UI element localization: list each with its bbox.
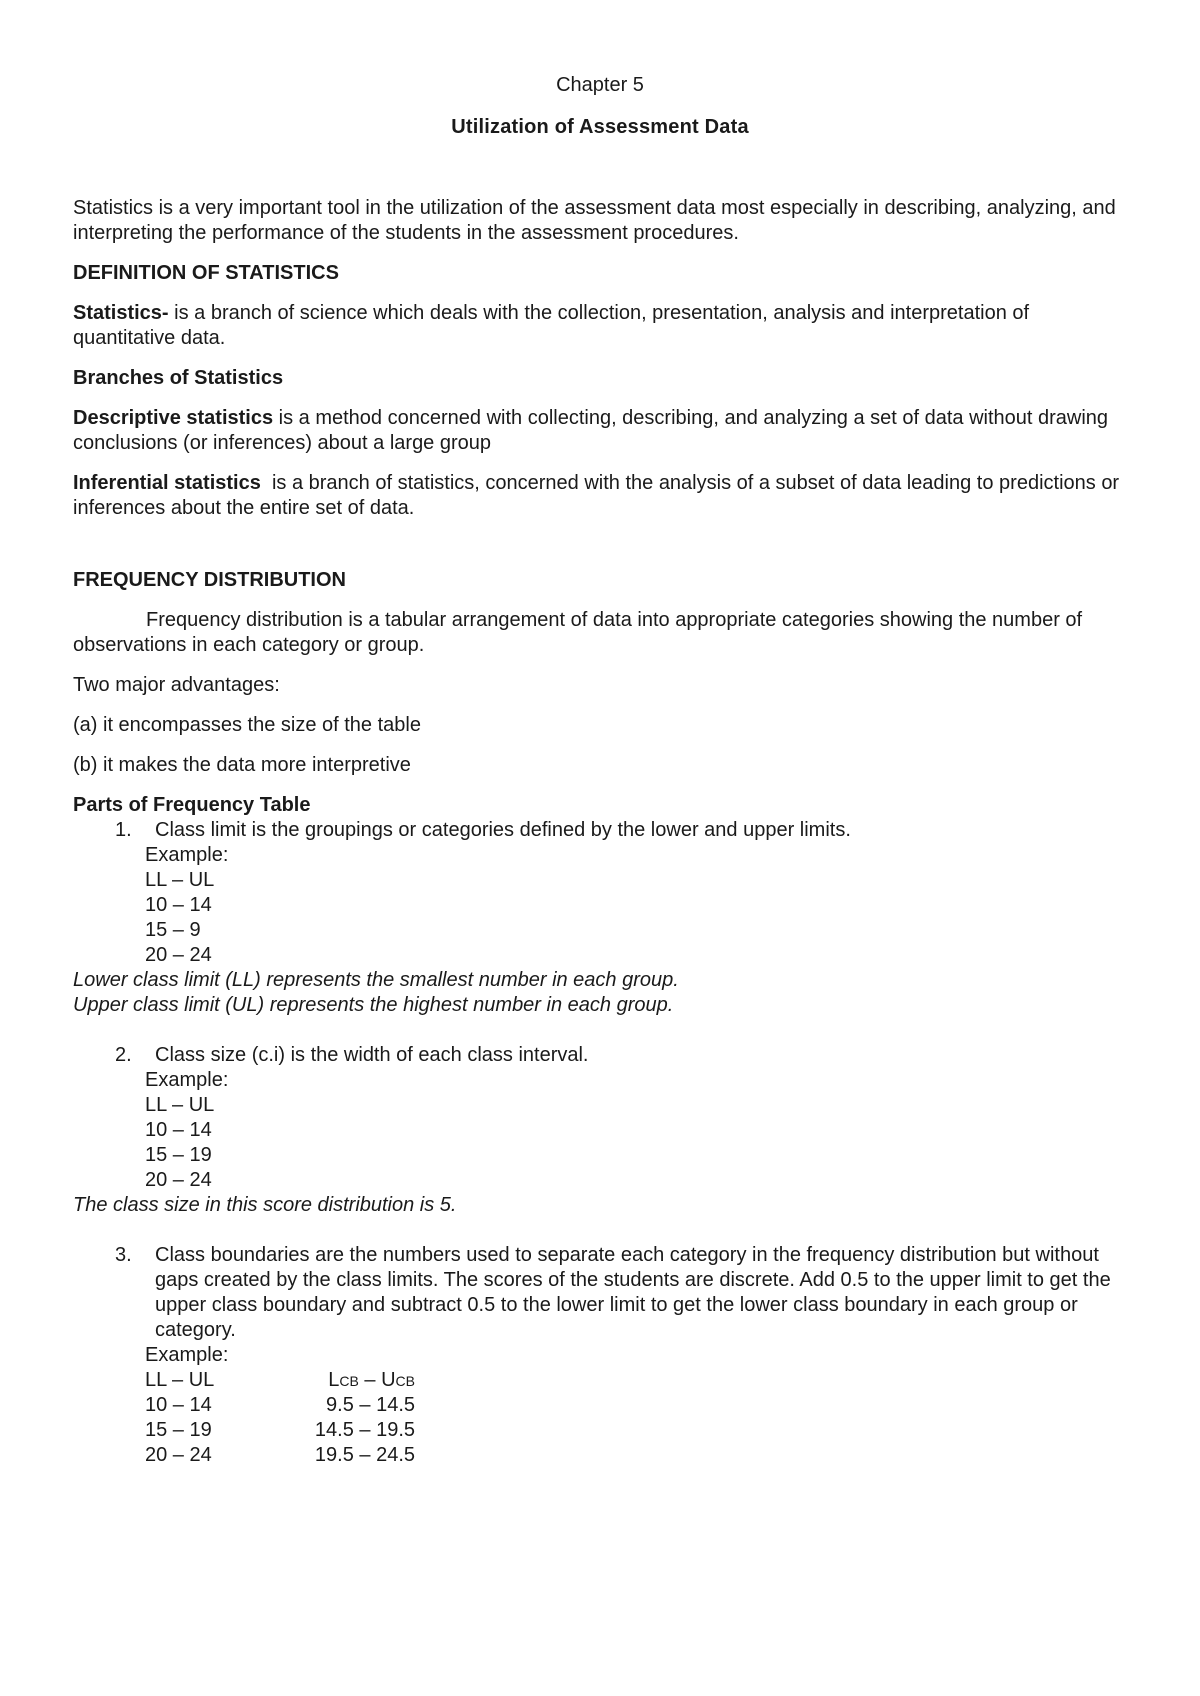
- advantages-intro: Two major advantages:: [73, 674, 280, 696]
- example-label: Example:: [145, 1069, 229, 1091]
- example-row: 10 – 14: [145, 1119, 212, 1141]
- note-class-size: The class size in this score distribution is 5.: [73, 1194, 457, 1216]
- note-upper-limit: Upper class limit (UL) represents the highest number in each group.: [73, 994, 674, 1016]
- advantage-b: (b) it makes the data more interpretive: [73, 754, 411, 776]
- descriptive-term: Descriptive statistics: [73, 407, 274, 429]
- branches-heading: Branches of Statistics: [73, 367, 284, 389]
- frequency-heading: FREQUENCY DISTRIBUTION: [73, 569, 346, 591]
- example-row: 15 – 9: [145, 919, 201, 941]
- example-block-1: [73, 843, 1133, 968]
- header-boundaries: Lcb – Ucb: [328, 1369, 415, 1391]
- header-limits: LL – UL: [145, 1369, 215, 1391]
- example-label: Example:: [145, 844, 229, 866]
- page-title: Utilization of Assessment Data: [451, 116, 749, 138]
- inferential-text: is a branch of statistics, concerned with the analysis of a subset of data leading to predictions or inferences about the entire set of data.: [73, 472, 1125, 519]
- definition-term: Statistics-: [73, 302, 169, 324]
- list-number: 3.: [115, 1244, 132, 1266]
- list-item-text: Class limit is the groupings or categories defined by the lower and upper limits.: [155, 819, 851, 841]
- list-number: 2.: [115, 1044, 132, 1066]
- example-block-3: [73, 1343, 1133, 1468]
- intro-paragraph: Statistics is a very important tool in the utilization of the assessment data most especially in describing, analyzing, and interpreting the performance of the students in the assessment procedures.: [73, 197, 1116, 244]
- frequency-definition: Frequency distribution is a tabular arrangement of data into appropriate categories showing the number of observations in each category or group.: [73, 609, 1083, 656]
- example-row: [145, 1393, 1133, 1418]
- definition-heading: DEFINITION OF STATISTICS: [73, 262, 339, 284]
- example-row: 15 – 19: [145, 1144, 212, 1166]
- list-item-class-limit: [73, 818, 1133, 843]
- list-number: 1.: [115, 819, 132, 841]
- example-row: 20 – 24: [145, 1169, 212, 1191]
- note-lower-limit: Lower class limit (LL) represents the smallest number in each group.: [73, 969, 679, 991]
- document-body: [73, 196, 1133, 1468]
- definition-paragraph: [73, 301, 1133, 351]
- descriptive-text: is a method concerned with collecting, describing, and analyzing a set of data without drawing conclusions (or inferences) about a large group: [73, 407, 1109, 454]
- parts-heading: Parts of Frequency Table: [73, 794, 311, 816]
- example-block-2: [73, 1068, 1133, 1193]
- row-limits: 10 – 14: [145, 1394, 212, 1416]
- list-item-text: Class boundaries are the numbers used to separate each category in the frequency distribution but without gaps created by the class limits. The scores of the students are discrete. Add 0.5 to the upper limit to get the upper class boundary and subtract 0.5 to the lower limit to get the lower class boundary in each group or category.: [155, 1244, 1111, 1341]
- row-boundaries: 9.5 – 14.5: [326, 1394, 415, 1416]
- row-limits: 15 – 19: [145, 1419, 212, 1441]
- list-item-class-size: [73, 1043, 1133, 1068]
- advantage-a: (a) it encompasses the size of the table: [73, 714, 421, 736]
- descriptive-paragraph: [73, 406, 1133, 456]
- row-limits: 20 – 24: [145, 1444, 212, 1466]
- example-row: LL – UL: [145, 1094, 215, 1116]
- inferential-paragraph: [73, 471, 1133, 521]
- list-item-class-boundaries: [73, 1243, 1133, 1343]
- definition-text: is a branch of science which deals with the collection, presentation, analysis and interpretation of quantitative data.: [73, 302, 1030, 349]
- example-row: 20 – 24: [145, 944, 212, 966]
- chapter-label: Chapter 5: [556, 74, 644, 96]
- example-row: [145, 1443, 1133, 1468]
- example-row: 10 – 14: [145, 894, 212, 916]
- example-header-row: [145, 1368, 1133, 1393]
- example-row: [145, 1418, 1133, 1443]
- example-row: LL – UL: [145, 869, 215, 891]
- example-label: Example:: [145, 1344, 229, 1366]
- row-boundaries: 19.5 – 24.5: [314, 1444, 415, 1466]
- inferential-term: Inferential statistics: [73, 472, 261, 494]
- row-boundaries: 14.5 – 19.5: [314, 1419, 415, 1441]
- list-item-text: Class size (c.i) is the width of each class interval.: [155, 1044, 589, 1066]
